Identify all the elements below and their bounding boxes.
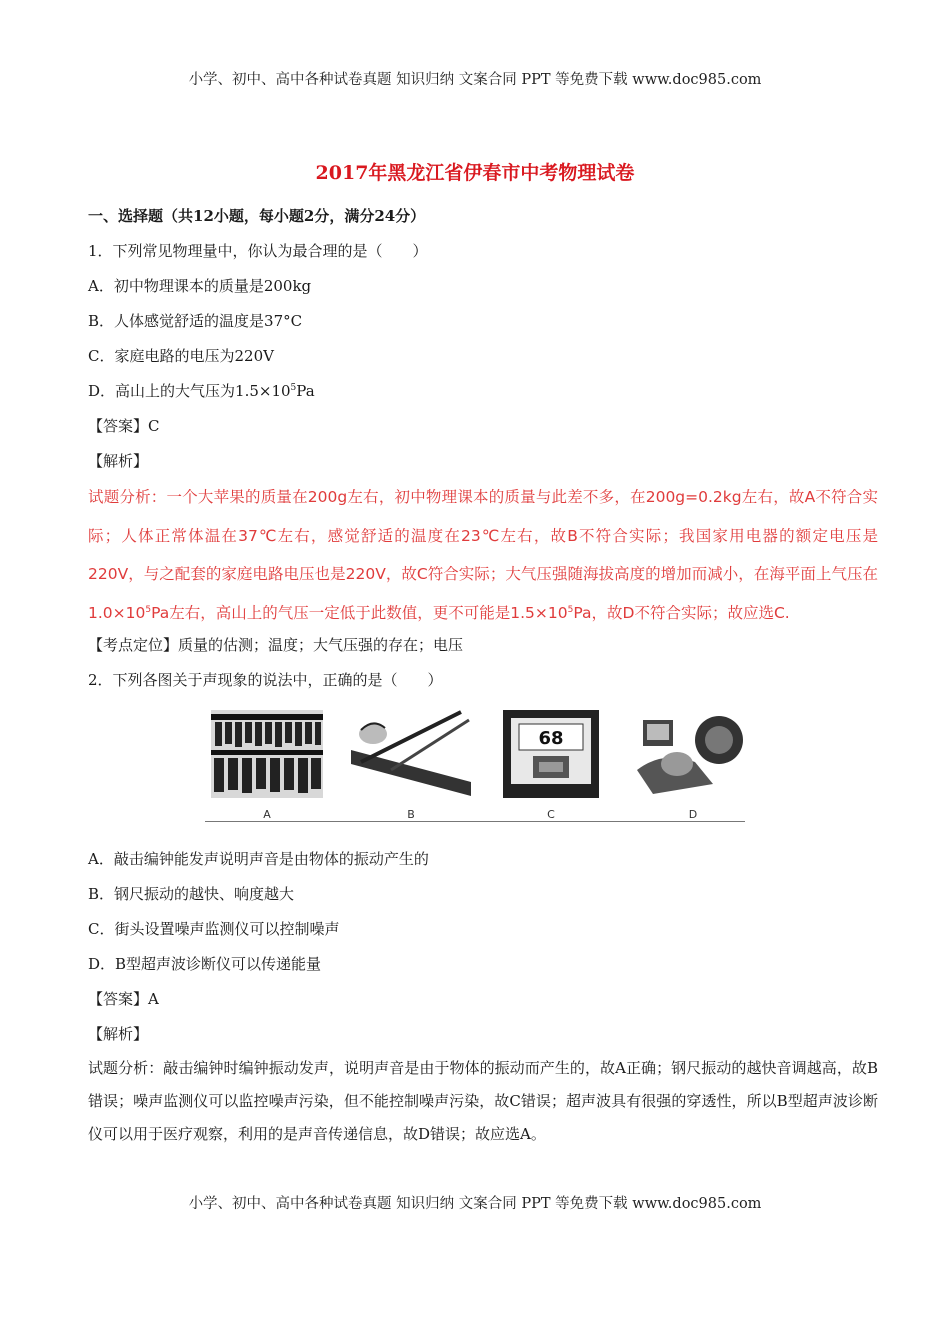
q1-option-c: C．家庭电路的电压为220V bbox=[88, 347, 274, 365]
q2-analysis-label: 【解析】 bbox=[88, 1025, 149, 1043]
q2-figure bbox=[205, 710, 745, 830]
q2-answer: 【答案】A bbox=[88, 990, 159, 1008]
figure-b-ruler bbox=[351, 710, 471, 798]
q2-option-d: D．B型超声波诊断仪可以传递能量 bbox=[88, 955, 322, 973]
q2-option-a: A．敲击编钟能发声说明声音是由物体的振动产生的 bbox=[88, 850, 429, 868]
q1-key-points: 【考点定位】质量的估测；温度；大气压强的存在；电压 bbox=[88, 636, 464, 654]
q2-option-c: C．街头设置噪声监测仪可以控制噪声 bbox=[88, 920, 340, 938]
q2-stem: 2．下列各图关于声现象的说法中，正确的是（ ） bbox=[88, 671, 443, 689]
figure-label-c: C bbox=[547, 808, 555, 821]
q1-option-a: A．初中物理课本的质量是200kg bbox=[88, 277, 312, 295]
document-body bbox=[88, 207, 878, 1151]
q2-option-b: B．钢尺振动的越快、响度越大 bbox=[88, 885, 295, 903]
q1-stem: 1．下列常见物理量中，你认为最合理的是（ ） bbox=[88, 242, 428, 260]
figure-c-noise-monitor bbox=[503, 710, 599, 798]
figure-label-d: D bbox=[688, 808, 698, 821]
figure-baseline bbox=[205, 821, 745, 822]
page-footer: 小学、初中、高中各种试卷真题 知识归纳 文案合同 PPT 等免费下载 www.doc985.com bbox=[188, 1196, 762, 1212]
q1-option-d: D．高山上的大气压为$1.5\times 10^5Pa$ bbox=[88, 382, 315, 400]
q2-analysis-text: 试题分析：敲击编钟时编钟振动发声，说明声音是由于物体的振动而产生的，故A正确；钢尺振动的越快音调越高，故B错误；噪声监测仪可以监控噪声污染，但不能控制噪声污染，故C错误；超声波具有很强的穿透性，所以B型超声波诊断仪可以用于医疗观察，利用的是声音传递信息，故D错误；故应选A。 bbox=[88, 1059, 878, 1143]
q1-analysis-label: 【解析】 bbox=[88, 452, 149, 470]
page-title: 2017年黑龙江省伊春市中考物理试卷 bbox=[315, 162, 635, 184]
q1-analysis-text: 试题分析：一个大苹果的质量在200g左右，初中物理课本的质量与此差不多，在200g=0.2kg左右，故A不符合实际；人体正常体温在37℃左右，感觉舒适的温度在23℃左右，故B不符合实际；我国家用电器的额定电压是220V，与之配套的家庭电路电压也是220V，故C符合实际；大气压强随海拔高度的增加而减小，在海平面上气压在$1.0\times 10^5Pa$左右，高山上的气压一定低于此数值，更不可能是$1.5\times 10^5Pa$，故D不符合实际；故应选C. bbox=[88, 488, 878, 622]
monitor-reading: 68 bbox=[538, 728, 564, 749]
q1-option-b: B．人体感觉舒适的温度是37°C bbox=[88, 312, 303, 330]
figure-label-b: B bbox=[407, 808, 415, 821]
figure-a-bells bbox=[211, 710, 323, 798]
q1-answer: 【答案】C bbox=[88, 417, 160, 435]
figure-label-a: A bbox=[263, 808, 271, 821]
page-header: 小学、初中、高中各种试卷真题 知识归纳 文案合同 PPT 等免费下载 www.doc985.com bbox=[188, 72, 762, 88]
figure-d-ultrasound bbox=[633, 710, 745, 798]
section-heading: 一、选择题（共12小题，每小题2分，满分24分） bbox=[88, 207, 426, 225]
